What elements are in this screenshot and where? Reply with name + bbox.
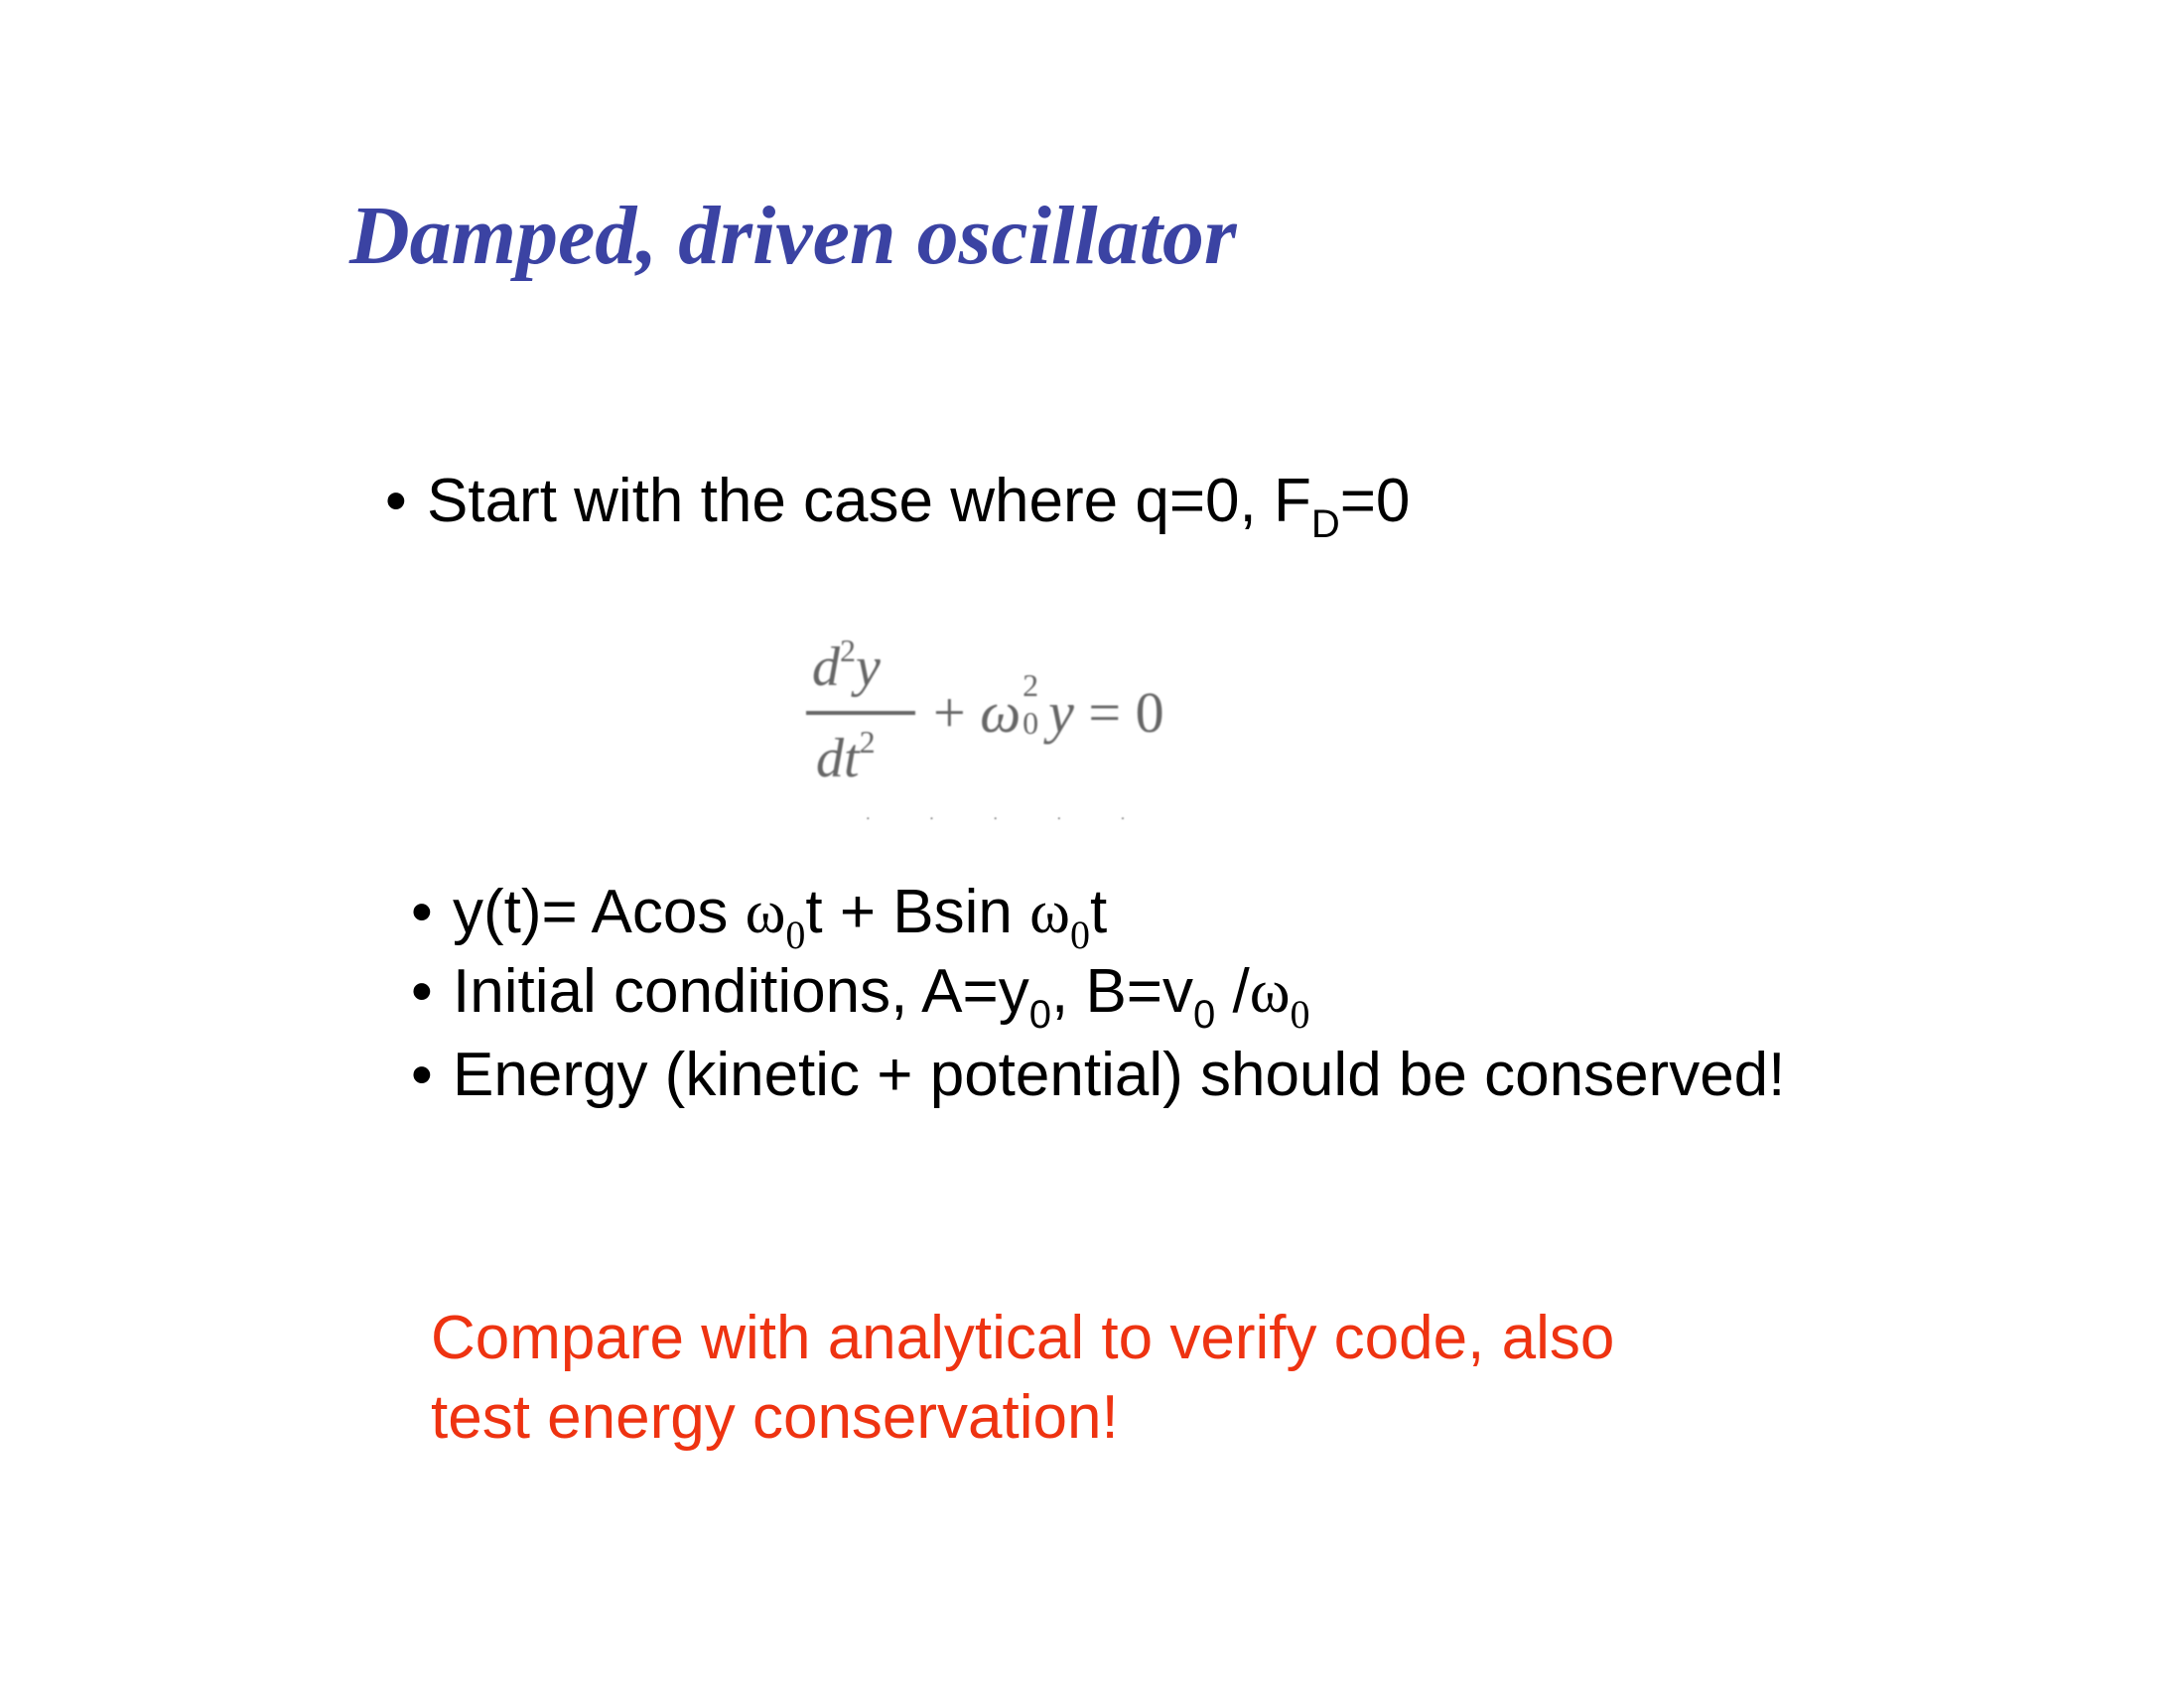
subscript: 0 bbox=[1193, 993, 1216, 1037]
fraction-denominator: $dt^2$ bbox=[816, 724, 876, 789]
bullet-marker: • bbox=[385, 467, 407, 535]
bullet-marker: • bbox=[411, 957, 433, 1026]
scan-artifact: · · · · · bbox=[866, 812, 1154, 827]
harmonic-oscillator-equation bbox=[806, 626, 1243, 834]
subscript: D bbox=[1310, 502, 1340, 546]
solution-text-2: t + Bsin bbox=[805, 878, 1030, 946]
bullet-start-case bbox=[385, 467, 1411, 546]
bullet-text-tail: =0 bbox=[1339, 467, 1411, 535]
conditions-text-3: / bbox=[1215, 957, 1250, 1026]
bullet-solution bbox=[411, 878, 1108, 957]
subscript: 0 bbox=[1028, 993, 1051, 1037]
subscript: 0 bbox=[1069, 913, 1090, 957]
fraction-numerator: $d^2y$ bbox=[812, 633, 881, 698]
conditions-text-1: Initial conditions, A=y bbox=[453, 957, 1029, 1026]
omega-symbol: ω bbox=[745, 879, 786, 946]
subscript: 0 bbox=[1290, 992, 1310, 1037]
verification-note bbox=[431, 1299, 1614, 1458]
fraction-bar bbox=[806, 711, 915, 715]
energy-text: Energy (kinetic + potential) should be conserved! bbox=[453, 1041, 1786, 1109]
bullet-marker: • bbox=[411, 1041, 433, 1109]
note-line-2: test energy conservation! bbox=[431, 1383, 1119, 1452]
equation-rest: + ω 2 0 y = 0 bbox=[933, 667, 1164, 745]
note-line-1: Compare with analytical to verify code, also bbox=[431, 1304, 1615, 1372]
bullet-initial-conditions bbox=[411, 957, 1310, 1037]
conditions-text-2: , B=v bbox=[1051, 957, 1194, 1026]
slide-title: Damped, driven oscillator bbox=[349, 190, 1237, 282]
bullet-energy bbox=[411, 1041, 1786, 1109]
solution-text-1: y(t)= Acos bbox=[453, 878, 746, 946]
omega-symbol: ω bbox=[1249, 958, 1291, 1026]
omega-symbol: ω bbox=[1029, 879, 1070, 946]
bullet-marker: • bbox=[411, 878, 433, 946]
bullet-text: Start with the case where q=0, F bbox=[427, 467, 1311, 535]
subscript: 0 bbox=[785, 913, 806, 957]
solution-text-3: t bbox=[1089, 878, 1108, 946]
